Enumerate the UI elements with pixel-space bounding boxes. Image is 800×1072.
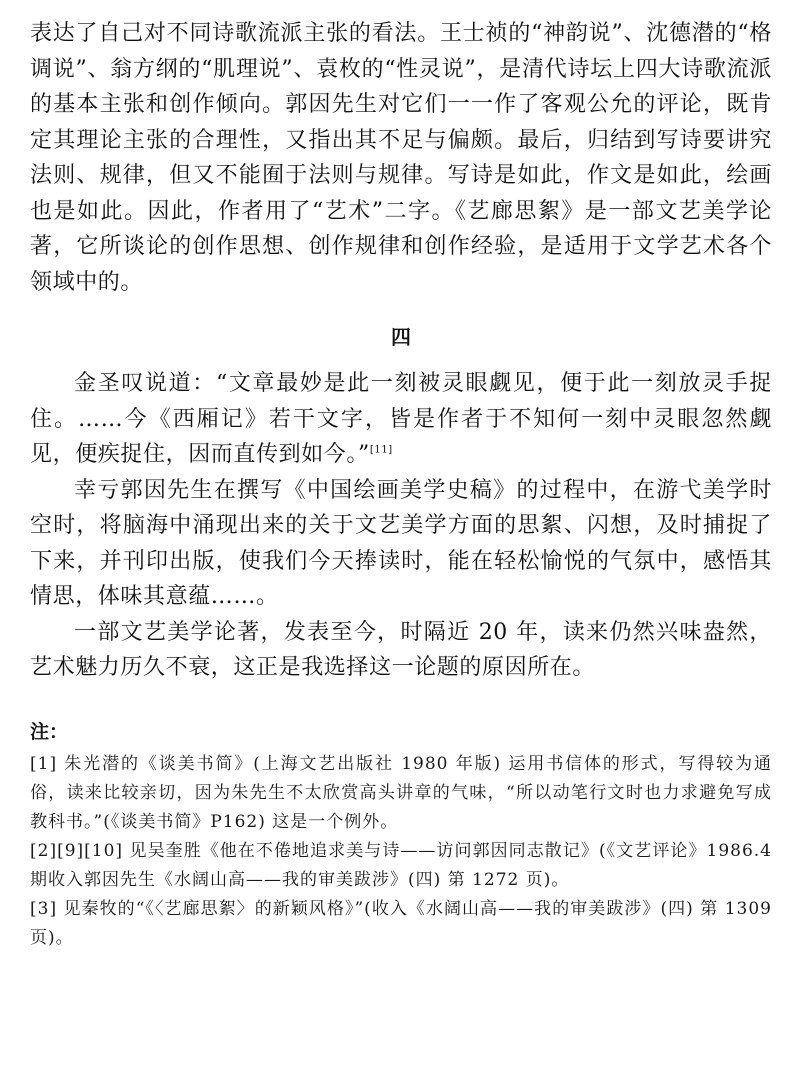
section-title: 四 — [391, 325, 411, 349]
body-paragraph-quote — [30, 366, 772, 473]
note-item: [1] 朱光潜的《谈美书简》(上海文艺出版社 1980 年版) 运用书信体的形式，写得较为通俗，读来比较亲切，因为朱先生不太欣赏高头讲章的气味，“所以动笔行文时也力求避免写成教科书。”(《谈美书简》P162) 这是一个例外。 — [30, 753, 772, 832]
footnote-reference: [11] — [369, 444, 393, 456]
notes-heading: 注： — [30, 720, 69, 743]
body-paragraph-continued: 表达了自己对不同诗歌流派主张的看法。王士祯的“神韵说”、沈德潜的“格调说”、翁方纲的“肌理说”、袁枚的“性灵说”，是清代诗坛上四大诗歌流派的基本主张和创作倾向。郭因先生对它们一一作了客观公允的评论，既肯定其理论主张的合理性，又指出其不足与偏颇。最后，归结到写诗要讲究法则、规律，但又不能囿于法则与规律。写诗是如此，作文是如此，绘画也是如此。因此，作者用了“艺术”二字。《艺廊思絮》是一部文艺美学论著，它所谈论的创作思想、创作规律和创作经验，是适用于文学艺术各个领域中的。 — [30, 21, 772, 295]
note-item: [3] 见秦牧的“《〈艺廊思絮〉的新颖风格》”(收入《水阔山高——我的审美跋涉》(四) 第 1309 页)。 — [30, 898, 772, 948]
notes-spacer — [30, 686, 772, 718]
body-paragraph-final: 一部文艺美学论著，发表至今，时隔近 20 年，读来仍然兴味盎然，艺术魅力历久不衰，这正是我选择这一论题的原因所在。 — [30, 619, 772, 680]
quote-text: 金圣叹说道：“文章最妙是此一刻被灵眼觑见，便于此一刻放灵手捉住。……今《西厢记》若干文字，皆是作者于不知何一刻中灵眼忽然觑见，便疾捉住，因而直传到如今。” — [30, 371, 772, 467]
body-paragraph-fortunate: 幸亏郭因先生在撰写《中国绘画美学史稿》的过程中，在游弋美学时空时，将脑海中涌现出来的关于文艺美学方面的思絮、闪想，及时捕捉了下来，并刊印出版，使我们今天捧读时，能在轻松愉悦的气氛中，感悟其情思，体味其意蕴……。 — [30, 477, 772, 609]
document-page — [30, 16, 772, 953]
note-item: [2][9][10] 见吴奎胜《他在不倦地追求美与诗——访问郭因同志散记》(《文艺评论》1986.4 期收入郭因先生《水阔山高——我的审美跋涉》(四) 第 1272 页)。 — [30, 840, 772, 890]
